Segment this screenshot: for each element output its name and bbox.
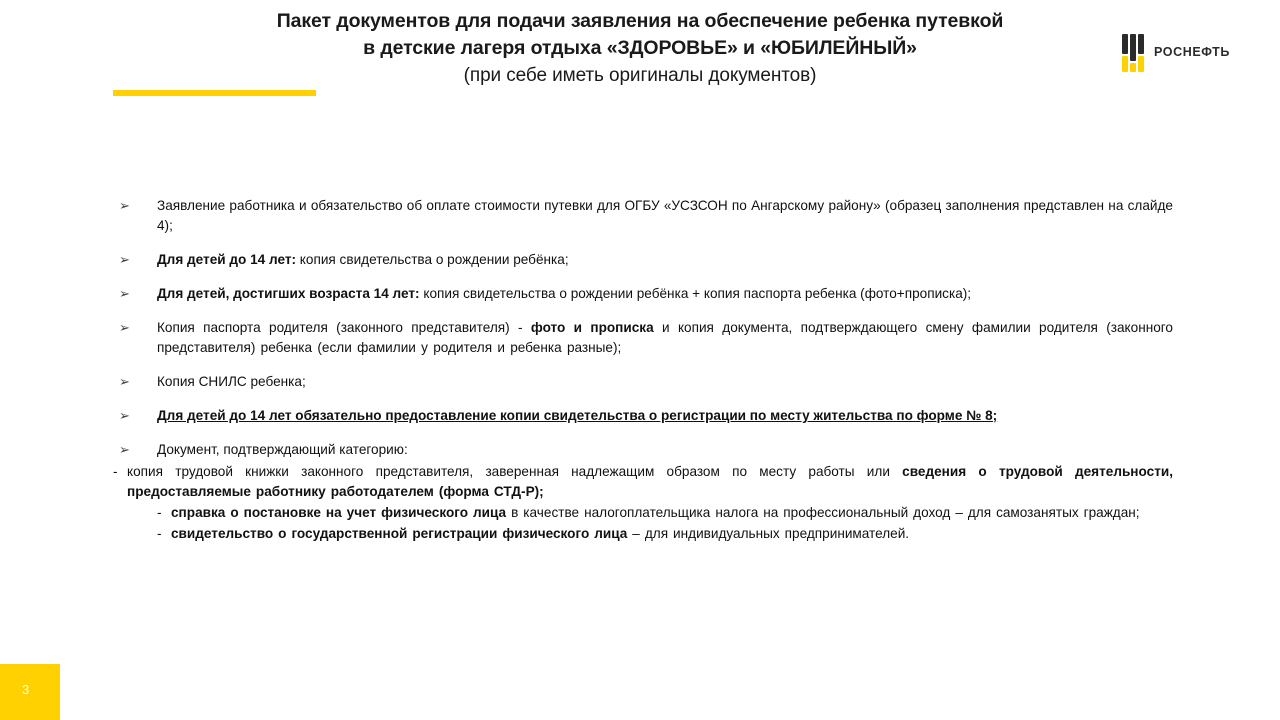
page-number-text: 3 [22, 682, 30, 697]
list-item-text [157, 318, 1173, 358]
text-part-bold: сведения о трудовой деятельности, предоставляемые работнику работодателем (форма СТД-Р); [127, 464, 1173, 499]
rosneft-logo-mark-icon [1122, 34, 1148, 72]
text-part-bold: фото и прописка [530, 320, 654, 335]
text-part: в качестве налогоплательщика налога на профессиональный доход – для самозанятых граждан; [506, 505, 1140, 520]
list-item-text [157, 196, 1173, 236]
dash-marker: - [113, 464, 118, 479]
text-part: и копия документа, подтверждающего смену фамилии родителя (законного представителя) ребенка (если фамилии у родителя и ребенка разные); [157, 320, 1173, 355]
sub-list-item-text [127, 462, 1173, 502]
text-part-bold: свидетельство о государственной регистрации физического лица [171, 526, 628, 541]
sub-list-item [113, 462, 1173, 502]
text-part: – для индивидуальных предпринимателей. [627, 526, 910, 541]
text-part: копия свидетельства о рождении ребёнка; [296, 252, 569, 267]
text-part: Заявление работника и обязательство об оплате стоимости путевки для ОГБУ «УСЗСОН по Ангарскому району» (образец заполнения представлен на слайде 4); [157, 198, 1173, 233]
rosneft-logo-text: РОСНЕФТЬ [1154, 45, 1230, 59]
list-item-text [157, 406, 1173, 426]
slide-header [0, 0, 1280, 89]
text-part: копия трудовой книжки законного представителя, заверенная надлежащим образом по месту работы или [127, 464, 903, 479]
sub-list-item [157, 524, 1173, 544]
list-item-text [157, 440, 1173, 460]
text-part-bold-underline: Для детей до 14 лет обязательно предоставление копии свидетельства о регистрации по месту жительства по форме № 8; [157, 408, 998, 423]
page-title-line-3: (при себе иметь оригиналы документов) [463, 65, 817, 86]
text-part-bold: Для детей, достигших возраста 14 лет: [157, 286, 420, 301]
list-item [113, 196, 1173, 236]
bullet-arrow-icon: ➢ [119, 320, 130, 335]
rosneft-logo [1122, 34, 1242, 76]
bullet-arrow-icon: ➢ [119, 252, 130, 267]
page-title-line-1: Пакет документов для подачи заявления на обеспечение ребенка путевкой [276, 10, 1004, 32]
list-item [113, 250, 1173, 270]
list-item [113, 406, 1173, 426]
list-item-text [157, 250, 1173, 270]
text-part: Копия СНИЛС ребенка; [157, 374, 306, 389]
text-part: Копия паспорта родителя (законного представителя) - [157, 320, 531, 335]
sub-list-item-text [171, 524, 1173, 544]
list-item [113, 284, 1173, 304]
sub-list-item-text [171, 503, 1173, 523]
bullet-arrow-icon: ➢ [119, 374, 130, 389]
dash-marker: - [157, 505, 162, 520]
bullet-arrow-icon: ➢ [119, 286, 130, 301]
document-body [113, 196, 1173, 544]
page-number-badge [0, 664, 60, 720]
bullet-arrow-icon: ➢ [119, 198, 130, 213]
text-part-bold: справка о постановке на учет физического лица [171, 505, 507, 520]
bullet-arrow-icon: ➢ [119, 442, 130, 457]
text-part-bold: Для детей до 14 лет: [157, 252, 297, 267]
sub-list-item [157, 503, 1173, 523]
title-underline-rule [113, 90, 316, 96]
list-item [113, 372, 1173, 392]
text-part: копия свидетельства о рождении ребёнка + копия паспорта ребенка (фото+прописка); [419, 286, 972, 301]
list-item-text [157, 284, 1173, 304]
list-item [113, 318, 1173, 358]
page-title-line-2: в детские лагеря отдыха «ЗДОРОВЬЕ» и «ЮБИЛЕЙНЫЙ» [363, 37, 917, 59]
list-item-text [157, 372, 1173, 392]
text-part: Документ, подтверждающий категорию: [157, 442, 408, 457]
sub-list-group [157, 503, 1173, 544]
bullet-arrow-icon: ➢ [119, 408, 130, 423]
list-item [113, 440, 1173, 460]
dash-marker: - [157, 526, 162, 541]
